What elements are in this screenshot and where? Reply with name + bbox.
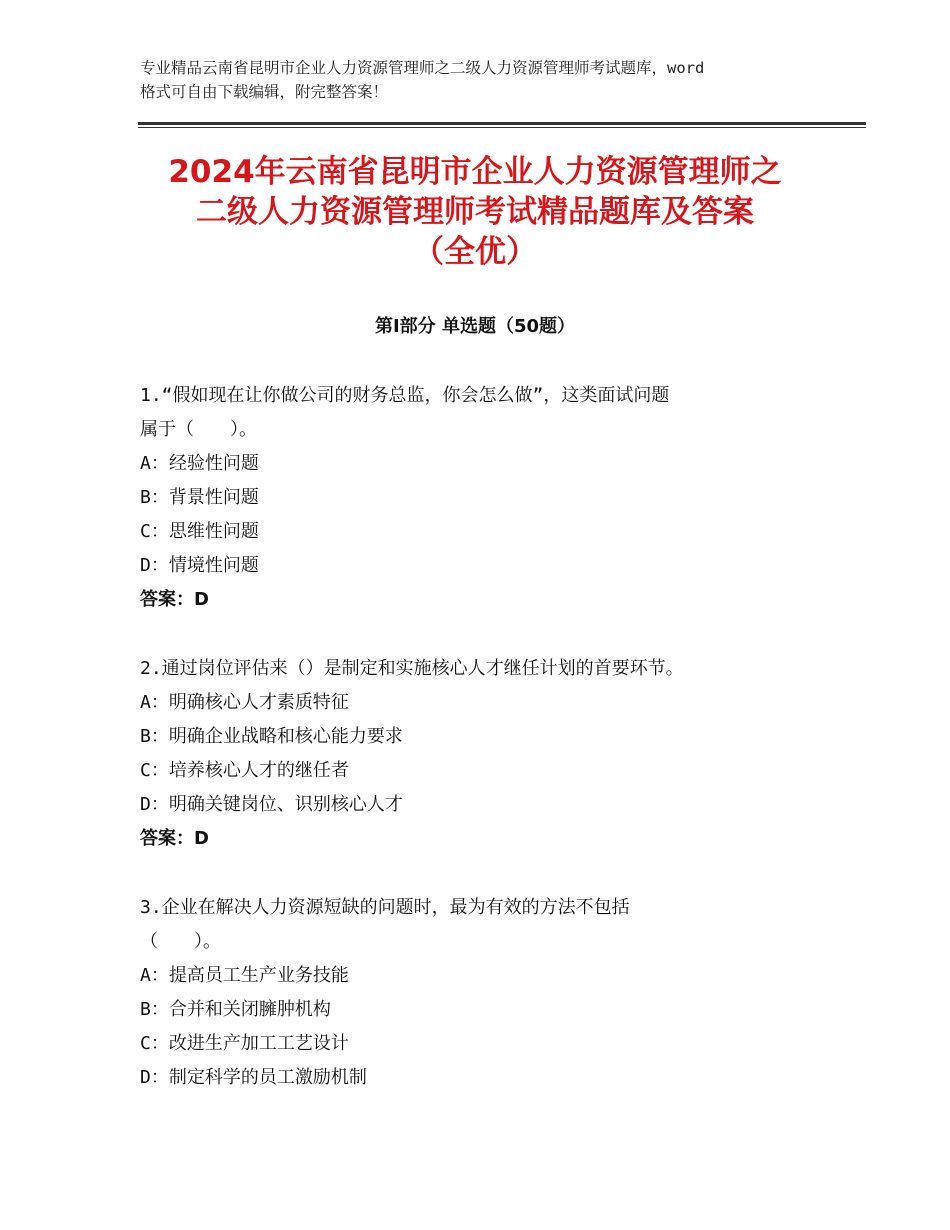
header-note	[140, 56, 830, 104]
option-d: D：情境性问题	[140, 555, 259, 576]
title-line: 二级人力资源管理师考试精品题库及答案	[196, 194, 754, 230]
document-title	[100, 152, 850, 272]
header-note-line: 格式可自由下载编辑，附完整答案！	[140, 83, 389, 101]
question-stem: 1.“假如现在让你做公司的财务总监，你会怎么做”，这类面试问题	[140, 385, 670, 406]
option-b: B：背景性问题	[140, 487, 259, 508]
option-d: D：明确关键岗位、识别核心人才	[140, 794, 403, 815]
question-stem: （ ）。	[140, 931, 221, 952]
question-stem: 3.企业在解决人力资源短缺的问题时，最为有效的方法不包括	[140, 897, 630, 918]
title-line: （全优）	[413, 234, 537, 270]
answer: 答案：D	[140, 828, 209, 849]
option-a: A：经验性问题	[140, 453, 259, 474]
question-stem: 属于（ ）。	[140, 419, 257, 440]
option-b: B：合并和关闭臃肿机构	[140, 999, 331, 1020]
question-2	[140, 652, 830, 856]
section-heading: 第Ⅰ部分 单选题（50题）	[374, 316, 575, 337]
question-stem: 2.通过岗位评估来（）是制定和实施核心人才继任计划的首要环节。	[140, 658, 684, 679]
answer: 答案：D	[140, 589, 209, 610]
title-line: 2024年云南省昆明市企业人力资源管理师之	[168, 154, 782, 190]
header-divider-thick	[138, 122, 866, 125]
option-a: A：明确核心人才素质特征	[140, 692, 349, 713]
option-c: C：思维性问题	[140, 521, 259, 542]
option-b: B：明确企业战略和核心能力要求	[140, 726, 403, 747]
option-a: A：提高员工生产业务技能	[140, 965, 349, 986]
question-1	[140, 379, 830, 617]
option-d: D：制定科学的员工激励机制	[140, 1067, 367, 1088]
question-3	[140, 891, 830, 1095]
option-c: C：改进生产加工工艺设计	[140, 1033, 349, 1054]
option-c: C：培养核心人才的继任者	[140, 760, 349, 781]
header-note-line: 专业精品云南省昆明市企业人力资源管理师之二级人力资源管理师考试题库，word	[140, 59, 705, 77]
header-divider-thin	[138, 127, 866, 128]
